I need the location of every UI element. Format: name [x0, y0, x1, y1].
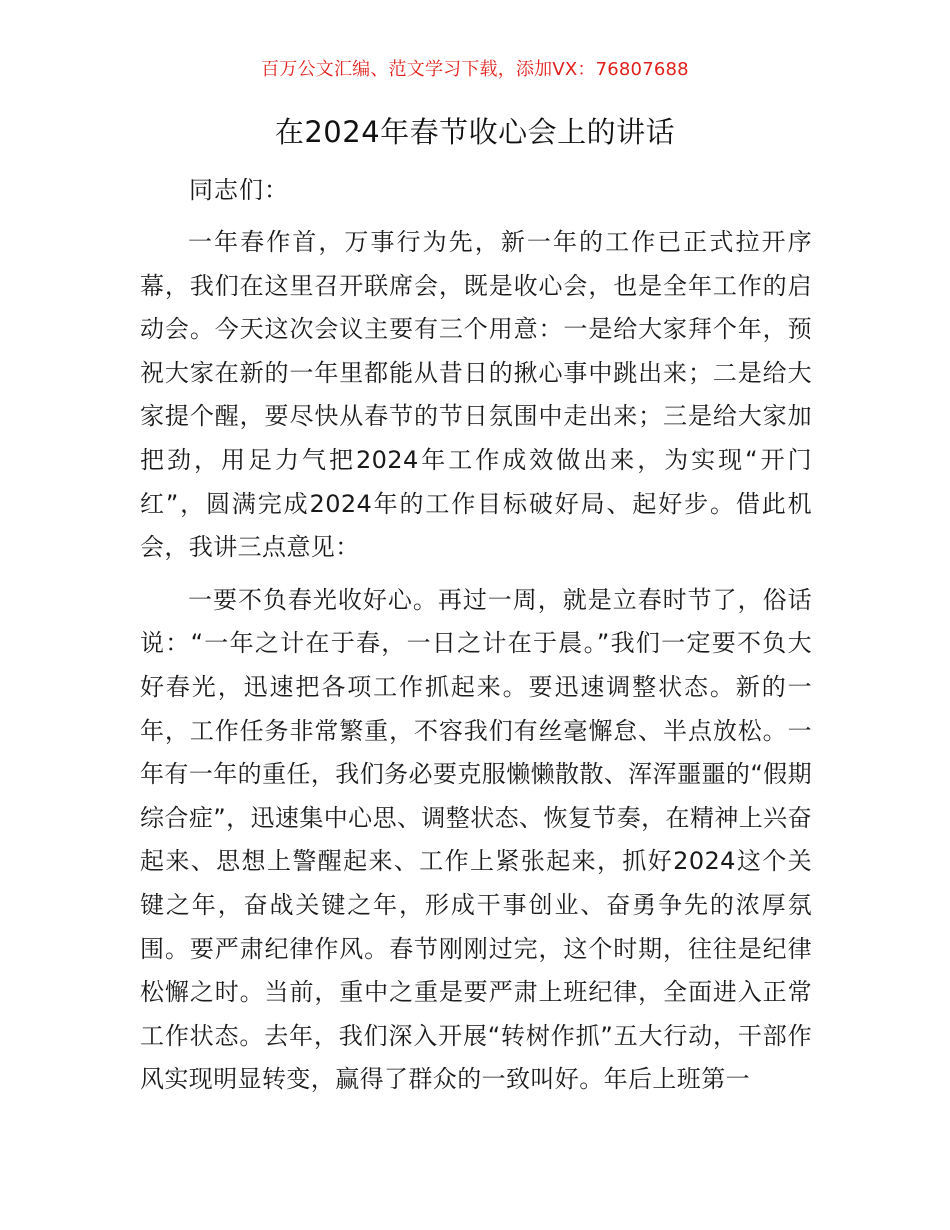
header-watermark-note: 百万公文汇编、范文学习下载，添加VX：76807688 — [261, 59, 689, 80]
document-title: 在2024年春节收心会上的讲话 — [274, 115, 676, 149]
document-body — [140, 221, 812, 1102]
salutation: 同志们： — [189, 176, 289, 204]
paragraph: 一要不负春光收好心。再过一周，就是立春时节了，俗话说：“一年之计在于春，一日之计在于晨。”我们一定要不负大好春光，迅速把各项工作抓起来。要迅速调整状态。新的一年，工作任务非常繁重，不容我们有丝毫懈怠、半点放松。一年有一年的重任，我们务必要克服懒懒散散、浑浑噩噩的“假期综合症”，迅速集中心思、调整状态、恢复节奏，在精神上兴奋起来、思想上警醒起来、工作上紧张起来，抓好2024这个关键之年，奋战关键之年，形成干事创业、奋勇争先的浓厚氛围。要严肃纪律作风。春节刚刚过完，这个时期，往往是纪律松懈之时。当前，重中之重是要严肃上班纪律，全面进入正常工作状态。去年，我们深入开展“转树作抓”五大行动，干部作风实现明显转变，赢得了群众的一致叫好。年后上班第一 — [140, 585, 812, 1094]
paragraph: 一年春作首，万事行为先，新一年的工作已正式拉开序幕，我们在这里召开联席会，既是收心会，也是全年工作的启动会。今天这次会议主要有三个用意：一是给大家拜个年，预祝大家在新的一年里都能从昔日的揪心事中跳出来；二是给大家提个醒，要尽快从春节的节日氛围中走出来；三是给大家加把劲，用足力气把2024年工作成效做出来，为实现“开门红”，圆满完成2024年的工作目标破好局、起好步。借此机会，我讲三点意见： — [140, 228, 812, 562]
